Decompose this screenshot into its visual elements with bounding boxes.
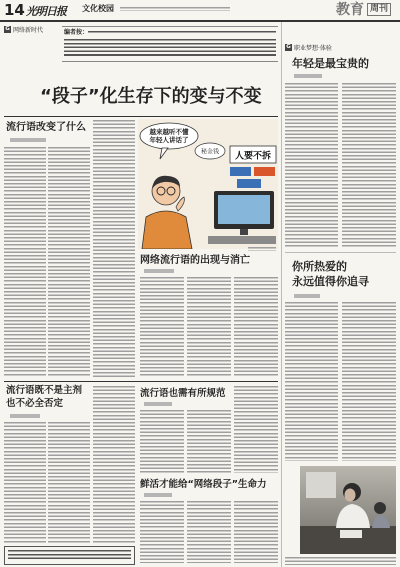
article-body-column — [234, 501, 278, 563]
article-title: 网络流行语的出现与消亡 — [140, 255, 250, 266]
article-body-column — [48, 147, 90, 377]
article-body-column — [140, 277, 184, 378]
speech-bubble-text: 年轻人讲话了 — [149, 136, 189, 144]
meme-sign-text: 人要不拆 — [234, 151, 272, 162]
monitor-stand — [240, 229, 248, 235]
weekly-title: 教育 — [336, 2, 364, 18]
speech-bubble-text: 越来越听不懂 — [149, 128, 189, 136]
article-title: 你所热爱的 — [292, 260, 347, 273]
article-body-column — [342, 83, 396, 247]
article-body-column — [93, 386, 135, 543]
header-meta-line — [120, 7, 230, 11]
child-head — [374, 502, 386, 514]
person-face — [345, 489, 356, 502]
main-headline: “段子”化生存下的变与不变 — [40, 86, 262, 107]
article-body-column — [285, 83, 338, 247]
footnote-text — [8, 550, 131, 561]
article-body-column — [4, 147, 46, 377]
article-byline — [294, 294, 320, 298]
article-title: 流行语既不是主剂 — [6, 385, 83, 396]
section-tag-left — [4, 25, 43, 34]
article-body-column — [187, 277, 231, 378]
meme-tab — [254, 167, 275, 176]
cartoon-caption — [248, 247, 276, 251]
section-name: 文化校园 — [82, 4, 114, 13]
photo-window — [306, 472, 336, 498]
article-body-column — [285, 302, 338, 461]
editor-note-text — [64, 39, 276, 58]
weekly-tag: 周刊 — [367, 3, 391, 16]
footnote-box — [4, 546, 135, 565]
monitor-screen — [218, 195, 270, 224]
keyboard — [208, 236, 276, 244]
article-photo — [300, 466, 396, 554]
article-byline — [144, 493, 172, 497]
section-tag-right — [285, 43, 332, 52]
man-body — [142, 211, 192, 249]
article-body-column — [234, 277, 278, 378]
section-divider — [285, 252, 396, 253]
article-byline — [294, 74, 322, 78]
article-body-column — [48, 422, 90, 543]
article-title: 鲜活才能给“网络段子”生命力 — [140, 479, 267, 490]
article-title: 流行语改变了什么 — [6, 122, 86, 133]
gm-logo-icon: G — [5, 26, 10, 32]
article-body-column — [4, 422, 46, 543]
article-title: 年轻是最宝贵的 — [292, 57, 369, 70]
column-divider — [281, 22, 282, 567]
editor-note-box — [62, 26, 278, 62]
article-body-column — [342, 302, 396, 461]
article-title: 永远值得你追寻 — [292, 275, 369, 288]
article-body-column — [93, 120, 135, 377]
headline-rule — [4, 116, 278, 117]
section-divider — [4, 381, 278, 382]
article-title: 也不必全否定 — [6, 398, 64, 409]
gm-logo-icon: G — [286, 44, 291, 50]
page-number: 14 — [4, 1, 25, 19]
header-rule — [0, 20, 400, 22]
article-body-column — [187, 410, 231, 473]
article-body-column — [140, 501, 184, 563]
thought-bubble-text: 秘金钱 — [200, 148, 220, 156]
article-byline — [144, 269, 174, 273]
editor-note-label: 编者按： — [64, 29, 89, 36]
photo-caption — [285, 557, 396, 565]
section-tag-label: 职业梦想·体验 — [294, 45, 332, 52]
article-byline — [10, 414, 40, 418]
meme-tab — [230, 167, 251, 176]
article-body-column — [140, 410, 184, 473]
article-body-column — [187, 501, 231, 563]
meme-tab — [237, 179, 261, 188]
paper-on-table — [340, 530, 362, 538]
cartoon-illustration — [138, 119, 278, 249]
article-title: 流行语也需有所规范 — [140, 388, 226, 399]
editor-note-text — [88, 31, 276, 35]
section-tag-label: 网络新时代 — [13, 27, 44, 34]
newspaper-logo: 光明日报 — [26, 5, 66, 18]
article-byline — [10, 138, 46, 142]
article-byline — [144, 402, 172, 406]
article-body-column — [234, 386, 278, 473]
